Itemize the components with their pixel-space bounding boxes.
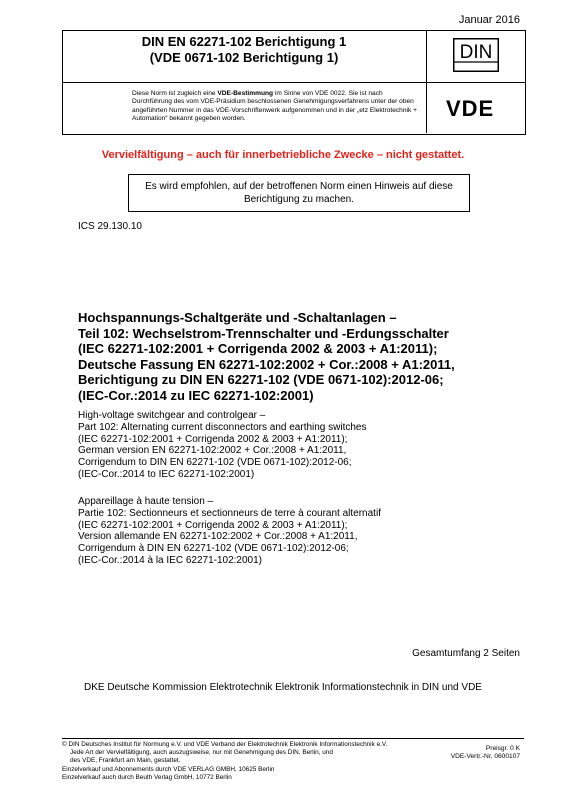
- footer-order-info: [451, 745, 520, 762]
- reproduction-notice: Vervielfältigung – auch für innerbetriebliche Zwecke – nicht gestattet.: [101, 149, 465, 161]
- document-title-line1: DIN EN 62271-102 Berichtigung 1: [141, 34, 347, 49]
- title-german-line: Berichtigung zu DIN EN 62271-102 (VDE 0671-102):2012-06;: [78, 372, 444, 388]
- vde-notice-post: im Sinne von VDE 0022. Sie ist nach Durchführung des vom VDE-Präsidium beschlossenen Genehmigungsverfahrens unter der oben angeführten Nummer in das VDE-Vorschriftenwerk aufgenommen und in der „etz Elektrotechnik + Automation“ bekannt gegeben worden.: [132, 90, 417, 123]
- title-french-line: Corrigendum à DIN EN 62271-102 (VDE 0671-102):2012-06;: [78, 543, 349, 555]
- title-english: [78, 410, 538, 481]
- title-french-line: Appareillage à haute tension –: [78, 496, 214, 507]
- header-divider: [426, 30, 427, 133]
- footer-copyright-line: Einzelverkauf auch durch Beuth Verlag GmbH, 10772 Berlin: [62, 773, 232, 781]
- title-english-line: German version EN 62271-102:2002 + Cor.:2008 + A1:2011,: [78, 445, 347, 457]
- vde-logo: VDE: [446, 96, 495, 121]
- vde-notice-bold: VDE-Bestimmung: [217, 90, 274, 97]
- document-title: [63, 34, 425, 66]
- title-german-line: Deutsche Fassung EN 62271-102:2002 + Cor.:2008 + A1:2011,: [78, 356, 455, 372]
- title-english-line: Corrigendum to DIN EN 62271-102 (VDE 0671-102):2012-06;: [78, 457, 352, 469]
- vde-notice: [132, 90, 422, 124]
- document-title-line2: (VDE 0671-102 Berichtigung 1): [149, 50, 339, 65]
- title-german: [78, 310, 538, 404]
- footer-copyright-line: des VDE, Frankfurt am Main, gestattet.: [70, 757, 181, 765]
- title-french-line: Partie 102: Sectionneurs et sectionneurs de terre à courant alternatif: [78, 507, 381, 519]
- footer-copyright-line: Einzelverkauf und Abonnements durch VDE VERLAG GMBH, 10625 Berlin: [62, 765, 275, 773]
- title-german-line: (IEC 62271-102:2001 + Corrigenda 2002 & 2003 + A1:2011);: [78, 341, 438, 357]
- footer-copyright: [62, 741, 422, 782]
- footer-copyright-line: © DIN Deutsches Institut für Normung e.V. und VDE Verband der Elektrotechnik Elektronik Informationstechnik e.V.: [62, 741, 388, 748]
- footer-rule: [62, 738, 524, 739]
- title-english-line: Part 102: Alternating current disconnectors and earthing switches: [78, 421, 367, 433]
- title-german-line: (IEC-Cor.:2014 zu IEC 62271-102:2001): [78, 387, 314, 403]
- din-logo-text: DIN: [459, 42, 493, 63]
- price-group: Preisgr. 0 K: [485, 745, 520, 752]
- title-french-line: Version allemande EN 62271-102:2002 + Cor.:2008 + A1:2011,: [78, 531, 358, 543]
- title-english-line: (IEC-Cor.:2014 to IEC 62271-102:2001): [78, 468, 255, 480]
- title-english-line: (IEC 62271-102:2001 + Corrigenda 2002 & 2003 + A1:2011);: [78, 433, 348, 445]
- title-english-line: High-voltage switchgear and controlgear –: [78, 410, 266, 421]
- title-french: [78, 496, 538, 567]
- vde-notice-pre: Diese Norm ist zugleich eine: [132, 90, 218, 97]
- title-german-line: Teil 102: Wechselstrom-Trennschalter und -Erdungsschalter: [78, 325, 449, 341]
- recommendation-text: Es wird empfohlen, auf der betroffenen Norm einen Hinweis auf diese Berichtigung zu machen.: [145, 181, 453, 205]
- title-french-line: (IEC-Cor.:2014 à la IEC 62271-102:2001): [78, 554, 262, 566]
- recommendation-box: [128, 174, 470, 212]
- footer-copyright-line: Jede Art der Vervielfältigung, auch auszugsweise, nur mit Genehmigung des DIN, Berlin, und: [70, 749, 333, 757]
- ics-code: ICS 29.130.10: [78, 221, 142, 232]
- dke-line: DKE Deutsche Kommission Elektrotechnik Elektronik Informationstechnik in DIN und VDE: [84, 682, 482, 693]
- order-number: VDE-Vertr.-Nr. 0600107: [450, 753, 520, 761]
- din-logo: [453, 38, 499, 72]
- title-french-line: (IEC 62271-102:2001 + Corrigenda 2002 & 2003 + A1:2011);: [78, 519, 348, 531]
- total-pages: Gesamtumfang 2 Seiten: [412, 648, 520, 659]
- title-german-line: Hochspannungs-Schaltgeräte und -Schaltanlagen –: [78, 310, 397, 325]
- issue-date: Januar 2016: [458, 14, 520, 26]
